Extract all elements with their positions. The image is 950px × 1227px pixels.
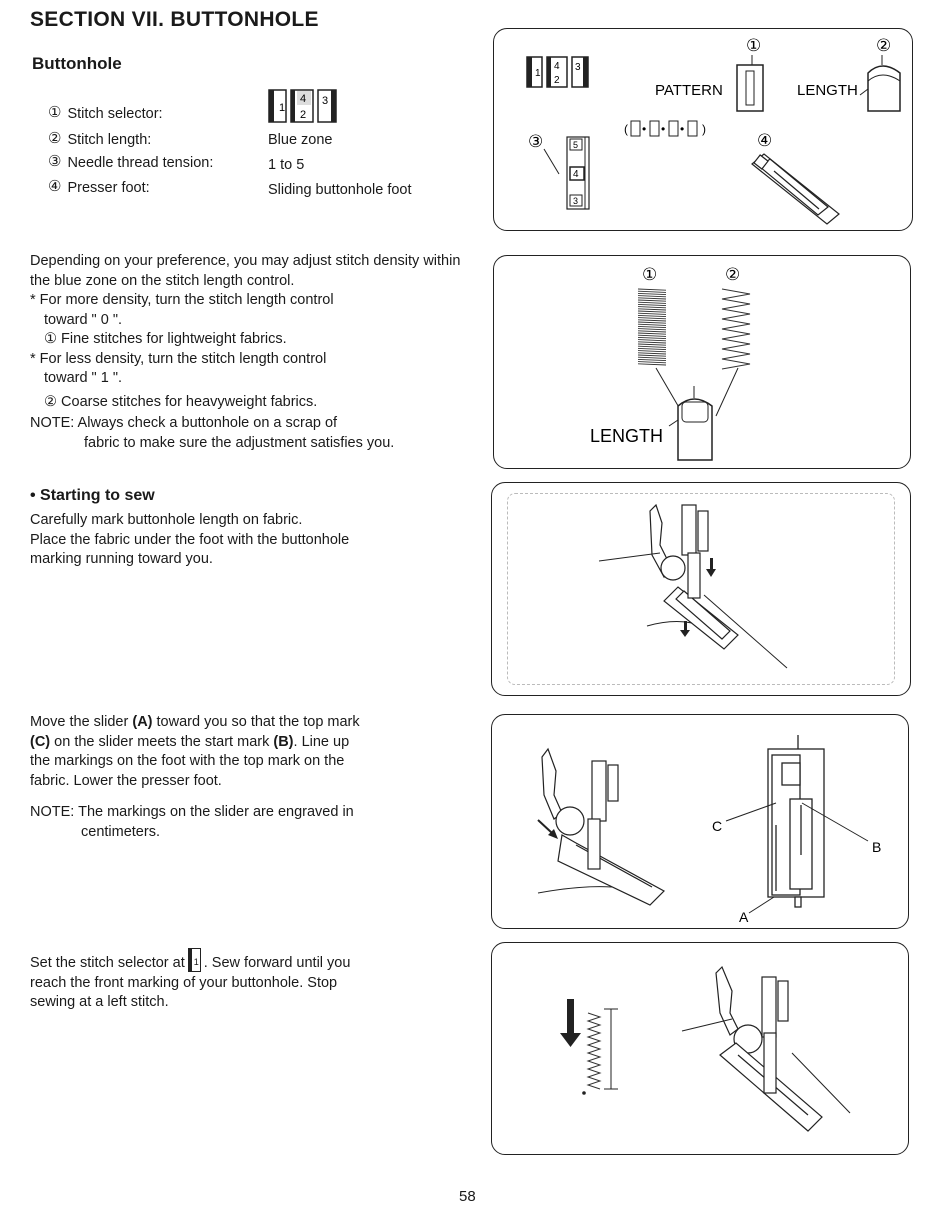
stitch-selector-icon: 1: [188, 948, 201, 972]
sew-forward-text: [30, 948, 470, 1013]
length-label: LENGTH: [590, 426, 664, 446]
starting-heading: • Starting to sew: [30, 487, 155, 504]
svg-text:5: 5: [573, 140, 579, 150]
tension-dial-icon: [567, 137, 589, 209]
starting-line: Carefully mark buttonhole length on fabric.: [30, 512, 303, 528]
selector-digit: 2: [300, 109, 307, 121]
subtitle: Buttonhole: [32, 54, 122, 73]
callout-2: ②: [876, 36, 892, 55]
down-arrow-icon: [560, 999, 581, 1047]
svg-text:3: 3: [575, 62, 581, 73]
slider-line: (C) on the slider meets the start mark (B). Line up: [30, 733, 350, 750]
down-arrow-icon: [706, 558, 716, 577]
slider-note-text: centimeters.: [81, 823, 160, 840]
starting-text: [30, 511, 470, 570]
setting-number: ①: [48, 104, 62, 121]
callout-3: ③: [528, 132, 544, 151]
starting-line: Place the fabric under the foot with the buttonhole: [30, 531, 350, 548]
dense-stitch-sample: [638, 289, 666, 365]
svg-text:2: 2: [554, 75, 560, 86]
density-fine: ① Fine stitches for lightweight fabrics.: [44, 331, 287, 347]
pattern-label: PATTERN: [655, 82, 723, 99]
stitch-sequence: [624, 121, 706, 136]
callout-4: ④: [757, 131, 773, 150]
presser-foot-icon: [752, 154, 839, 224]
setting-value: Blue zone: [268, 132, 333, 148]
setting-row: [48, 131, 213, 151]
svg-text:4: 4: [554, 61, 560, 72]
sew-forward-illustration: [492, 943, 907, 1153]
sew-forward-panel: [491, 942, 909, 1155]
density-illustration-panel: [493, 255, 911, 469]
fabric-placement-panel: [491, 482, 911, 696]
density-less-line: * For less density, turn the stitch length control: [30, 350, 327, 367]
note-text: Always check a buttonhole on a scrap of: [77, 415, 338, 431]
page-number: 58: [459, 1188, 476, 1205]
density-intro: Depending on your preference, you may adjust stitch density within the blue zone on the stitch length control.: [30, 253, 461, 289]
setting-label: Stitch selector:: [67, 106, 163, 122]
sewing-machine-foot: [542, 749, 664, 905]
setting-row: [48, 154, 213, 174]
slider-panel: [491, 714, 909, 929]
slider-detail: [768, 735, 824, 907]
length-label: LENGTH: [797, 82, 858, 99]
slider-line: Move the slider (A) toward you so that the top mark: [30, 714, 360, 730]
callout-1: ①: [642, 265, 658, 284]
setting-label: Needle thread tension:: [67, 155, 214, 171]
note-text: fabric to make sure the adjustment satisfies you.: [84, 434, 395, 451]
length-dial-icon: [669, 386, 712, 460]
density-coarse: ② Coarse stitches for heavyweight fabrics.: [44, 393, 318, 410]
selector-digit: 3: [322, 95, 329, 107]
setting-row: [48, 179, 213, 199]
label-b: B: [872, 839, 882, 855]
pattern-dial-icon: [737, 55, 763, 111]
svg-text:•: •: [661, 122, 666, 136]
sew-forward-line: sewing at a left stitch.: [30, 994, 169, 1010]
density-section: [30, 252, 480, 453]
label-a: A: [739, 909, 749, 925]
stitch-selector-icon: [527, 57, 588, 87]
svg-text:3: 3: [573, 196, 579, 206]
setting-value: Sliding buttonhole foot: [268, 182, 412, 198]
density-more-line: toward " 0 ".: [44, 311, 122, 328]
settings-list: [48, 105, 213, 198]
svg-text:(: (: [624, 122, 628, 136]
settings-illustration-panel: [493, 28, 913, 231]
selector-digit: 4: [300, 93, 307, 105]
label-c: C: [712, 818, 723, 834]
note-label: NOTE:: [30, 415, 75, 431]
zigzag-stitch: [588, 1013, 600, 1089]
sewing-machine-foot: [716, 967, 822, 1131]
density-note: [30, 414, 480, 434]
setting-label: Presser foot:: [67, 179, 150, 196]
density-less-line: toward " 1 ".: [44, 370, 122, 386]
fabric-placement-illustration: [492, 483, 909, 694]
diagonal-arrow-icon: [538, 820, 558, 839]
svg-text:4: 4: [573, 169, 579, 180]
settings-illustration: [494, 29, 911, 229]
section-title: SECTION VII. BUTTONHOLE: [30, 8, 319, 31]
setting-row: [48, 105, 213, 125]
down-arrow-icon: [680, 621, 690, 637]
slider-line: fabric. Lower the presser foot.: [30, 772, 222, 789]
density-illustration: [494, 256, 909, 467]
callout-2: ②: [725, 265, 741, 284]
slider-line: the markings on the foot with the top mark on the: [30, 753, 345, 769]
callout-1: ①: [746, 36, 762, 55]
selector-digit: 1: [279, 102, 286, 114]
density-more-line: * For more density, turn the stitch length control: [30, 292, 334, 308]
setting-label: Stitch length:: [67, 131, 152, 148]
sew-forward-line: Set the stitch selector at 1 . Sew forward until you: [30, 948, 470, 974]
svg-text:•: •: [680, 122, 685, 136]
setting-number: ②: [48, 129, 62, 147]
setting-number: ③: [48, 153, 62, 170]
svg-text:1: 1: [535, 68, 541, 79]
slider-note: NOTE: The markings on the slider are engraved in: [30, 804, 354, 820]
svg-text:): ): [702, 122, 706, 136]
length-dial-icon: [860, 55, 900, 111]
starting-line: marking running toward you.: [30, 551, 213, 567]
svg-text:•: •: [642, 122, 647, 136]
setting-value: 1 to 5: [268, 157, 305, 173]
coarse-stitch-sample: [722, 289, 750, 369]
slider-illustration: [492, 715, 907, 927]
sew-forward-line: reach the front marking of your buttonhole. Stop: [30, 974, 338, 991]
stitch-selector-icon: [268, 88, 340, 124]
setting-number: ④: [48, 177, 62, 195]
slider-text: [30, 713, 470, 842]
